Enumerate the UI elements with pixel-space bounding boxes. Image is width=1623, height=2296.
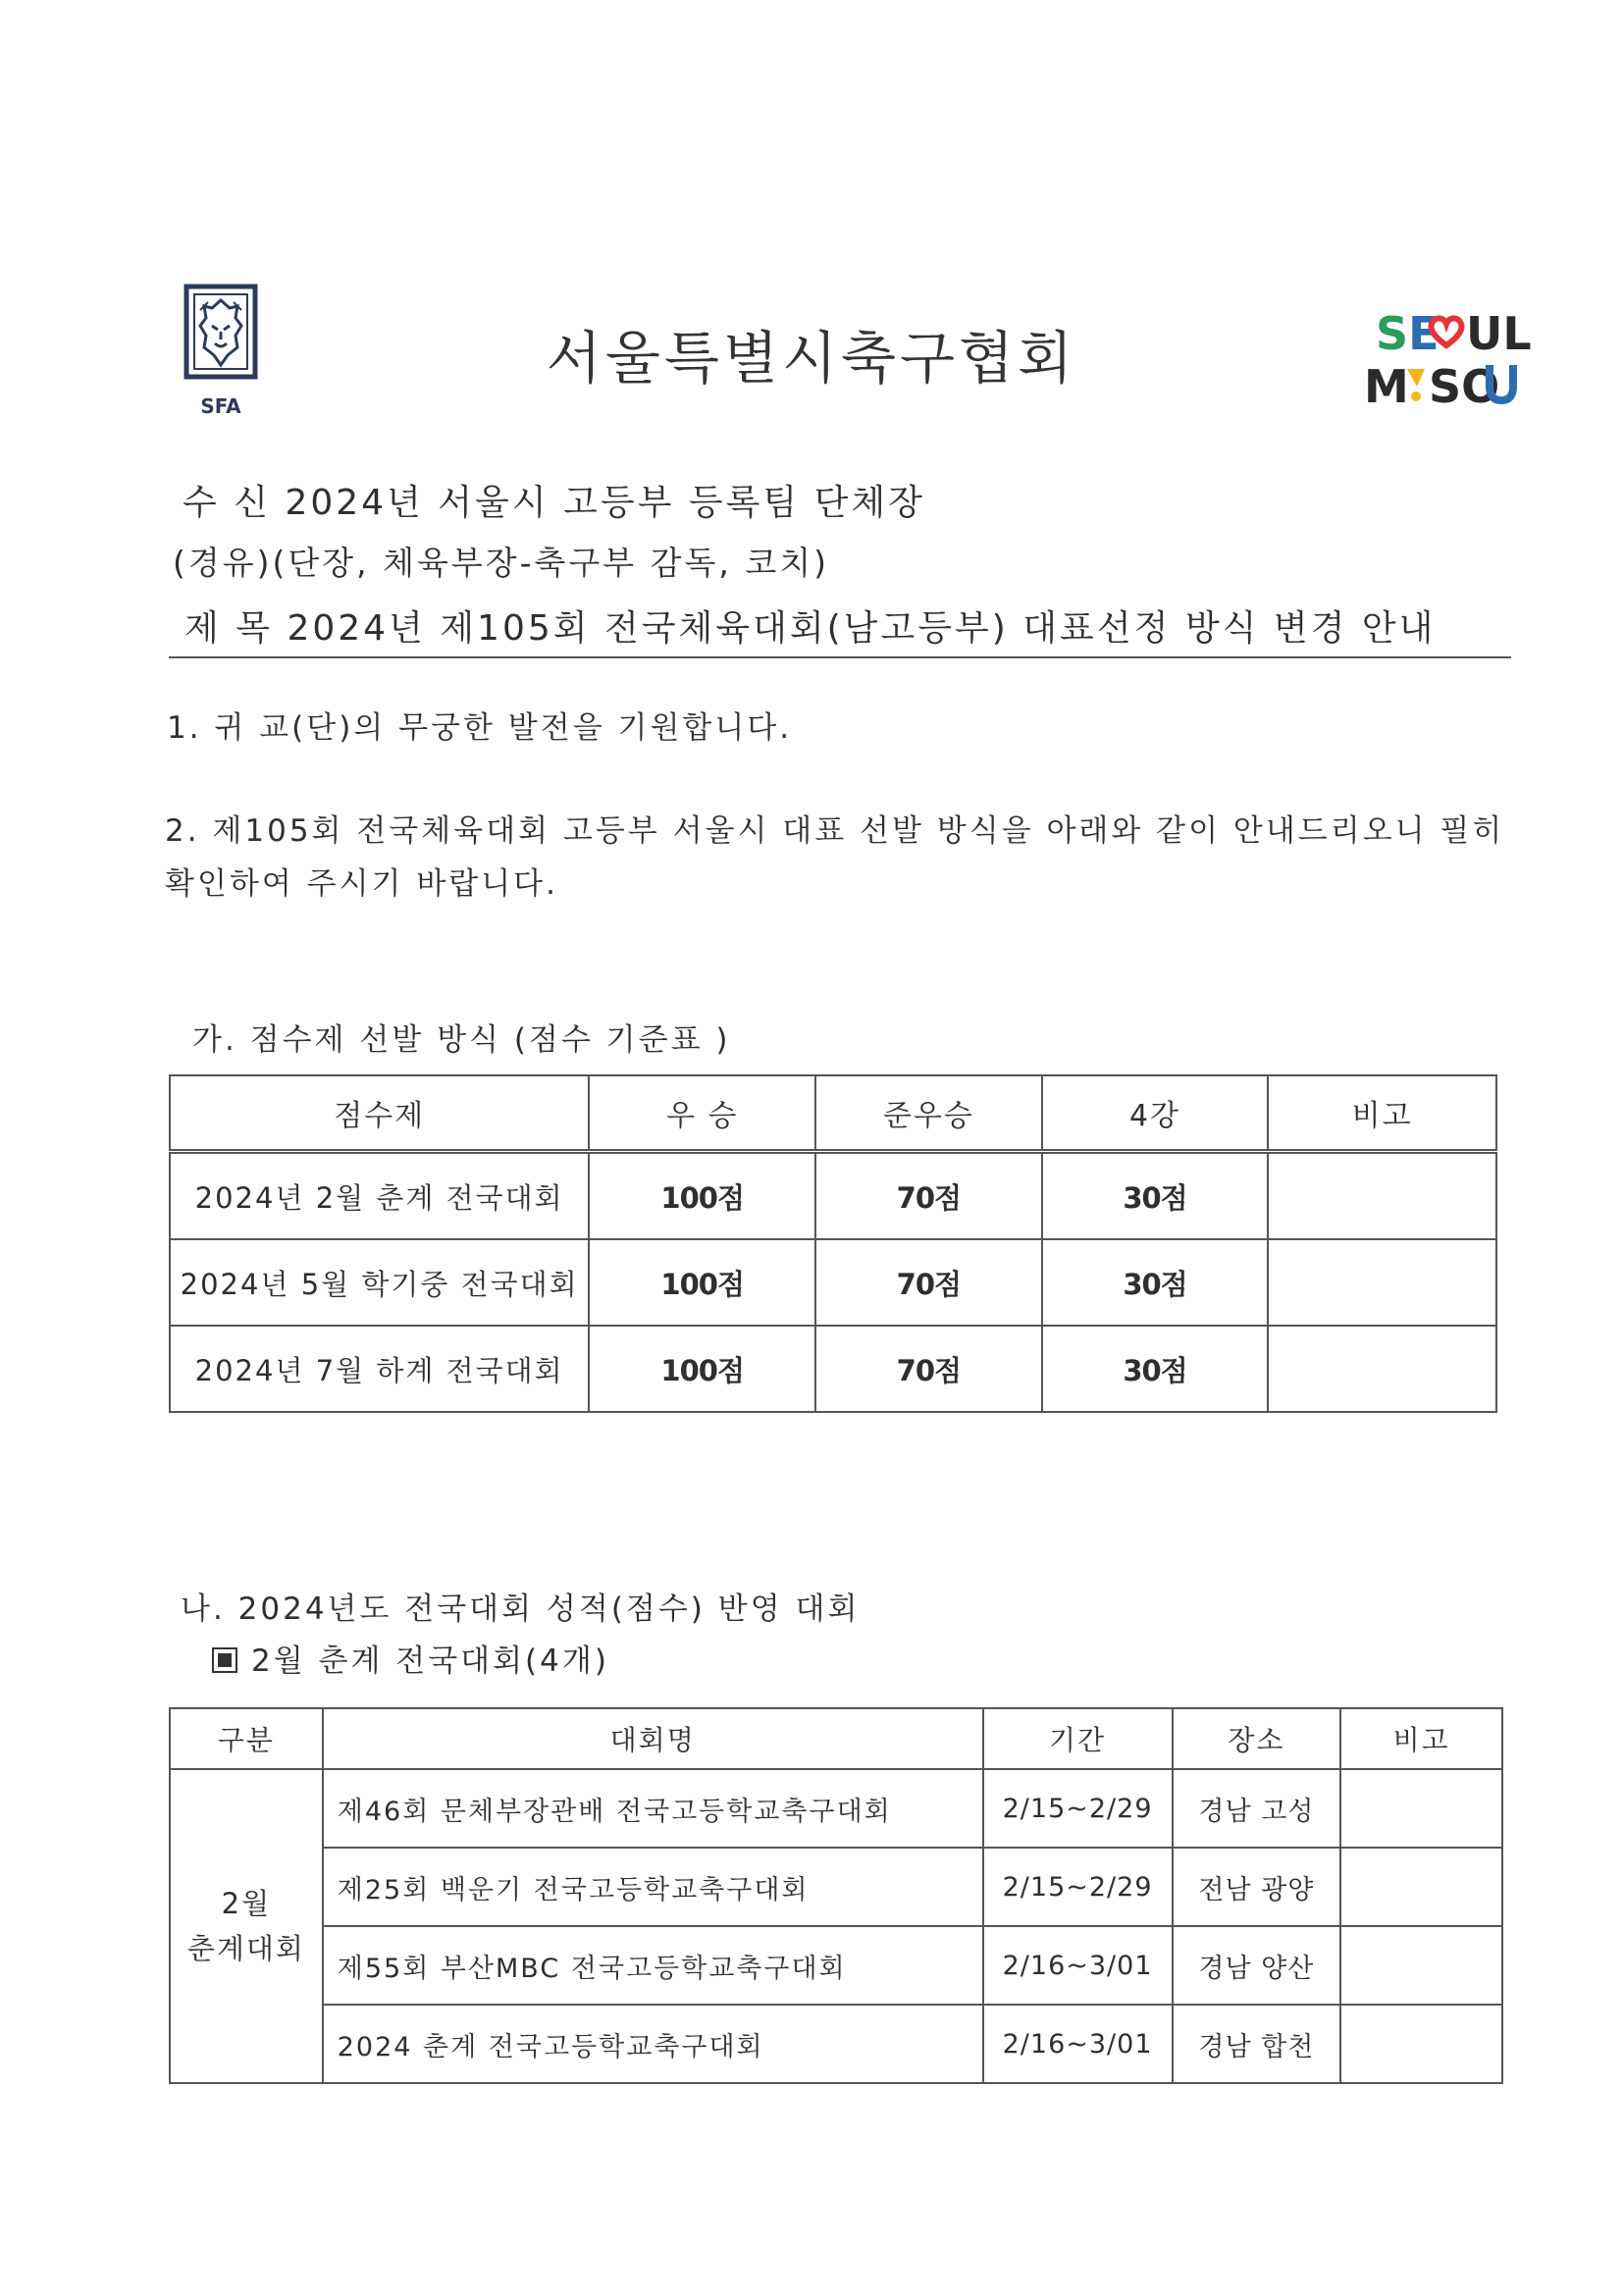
note-cell [1340,1769,1502,1848]
note-cell [1340,1848,1502,1926]
runner-up-score: 70점 [815,1326,1042,1412]
seoul-logo-icon [1364,302,1532,413]
tournament-period: 2/15~2/29 [983,1848,1173,1926]
tournament-table [169,1707,1503,2084]
tournament-period: 2/15~2/29 [983,1769,1173,1848]
header-note: 비고 [1268,1075,1496,1152]
table-row [170,1848,1502,1926]
header-venue: 장소 [1173,1708,1341,1769]
paragraph-2-line-1: 2. 제105회 전국체육대회 고등부 서울시 대표 선발 방식을 아래와 같이 안내드리오니 필히 [165,813,1505,849]
tournament-name: 2024 춘계 전국고등학교축구대회 [323,2005,983,2083]
row-label: 2024년 5월 학기중 전국대회 [170,1239,589,1326]
row-label: 2024년 2월 춘계 전국대회 [170,1152,589,1240]
header-score-system: 점수제 [170,1075,589,1152]
section-b-subtitle [212,1636,609,1680]
svg-text:UL: UL [1466,307,1532,360]
header-period: 기간 [983,1708,1173,1769]
semifinal-score: 30점 [1042,1152,1269,1240]
subject-divider [169,656,1511,658]
svg-text:M: M [1364,360,1409,413]
table-row [170,1239,1496,1326]
header-category: 구분 [170,1708,323,1769]
table-row [170,1769,1502,1848]
tournament-venue: 경남 고성 [1173,1769,1341,1848]
note-cell [1340,1926,1502,2005]
subject-line: 제 목 2024년 제105회 전국체육대회(남고등부) 대표선정 방식 변경 안내 [184,608,1437,649]
score-criteria-table [169,1074,1497,1413]
win-score: 100점 [589,1152,815,1240]
win-score: 100점 [589,1326,815,1412]
category-cell [170,1769,323,2083]
semifinal-score: 30점 [1042,1326,1269,1412]
section-a-title: 가. 점수제 선발 방식 (점수 기준표 ) [192,1022,731,1058]
header-winner: 우 승 [589,1075,815,1152]
table-header-row [170,1075,1496,1152]
paragraph-1: 1. 귀 교(단)의 무궁한 발전을 기원합니다. [167,710,793,746]
table-row [170,1152,1496,1240]
semifinal-score: 30점 [1042,1239,1269,1326]
table-row [170,1926,1502,2005]
tournament-name: 제46회 문체부장관배 전국고등학교축구대회 [323,1769,983,1848]
tournament-venue: 경남 합천 [1173,2005,1341,2083]
svg-text:SO: SO [1429,360,1500,413]
section-b-title: 나. 2024년도 전국대회 성적(점수) 반영 대회 [181,1592,861,1627]
header-runner-up: 준우승 [815,1075,1042,1152]
category-line-2: 춘계대회 [186,1932,305,1965]
table-row [170,1326,1496,1412]
header-semifinal: 4강 [1042,1075,1269,1152]
header-tournament-name: 대회명 [323,1708,983,1769]
paragraph-2-line-2: 확인하여 주시기 바랍니다. [165,866,558,902]
note-cell [1340,2005,1502,2083]
svg-text:SE: SE [1376,307,1440,360]
organization-title: 서울특별시축구협회 [546,325,1077,391]
tournament-name: 제55회 부산MBC 전국고등학교축구대회 [323,1926,983,2005]
via-line: (경유)(단장, 체육부장-축구부 감독, 코치) [173,544,830,582]
tournament-period: 2/16~3/01 [983,1926,1173,2005]
table-header-row [170,1708,1502,1769]
recipient-line: 수 신 2024년 서울시 고등부 등록팀 단체장 [183,483,925,523]
seoul-my-soul-logo [1364,302,1532,413]
tournament-period: 2/16~3/01 [983,2005,1173,2083]
row-label: 2024년 7월 하계 전국대회 [170,1326,589,1412]
tournament-name: 제25회 백운기 전국고등학교축구대회 [323,1848,983,1926]
tournament-venue: 경남 양산 [1173,1926,1341,2005]
filled-square-icon [212,1647,237,1673]
svg-text:SFA: SFA [200,394,241,418]
tournament-venue: 전남 광양 [1173,1848,1341,1926]
header-note: 비고 [1340,1708,1502,1769]
note-cell [1268,1326,1496,1412]
note-cell [1268,1239,1496,1326]
runner-up-score: 70점 [815,1152,1042,1240]
note-cell [1268,1152,1496,1240]
win-score: 100점 [589,1239,815,1326]
table-row [170,2005,1502,2083]
category-line-1: 2월 [221,1887,272,1920]
runner-up-score: 70점 [815,1239,1042,1326]
section-b-subtitle-text: 2월 춘계 전국대회(4개) [251,1644,609,1679]
